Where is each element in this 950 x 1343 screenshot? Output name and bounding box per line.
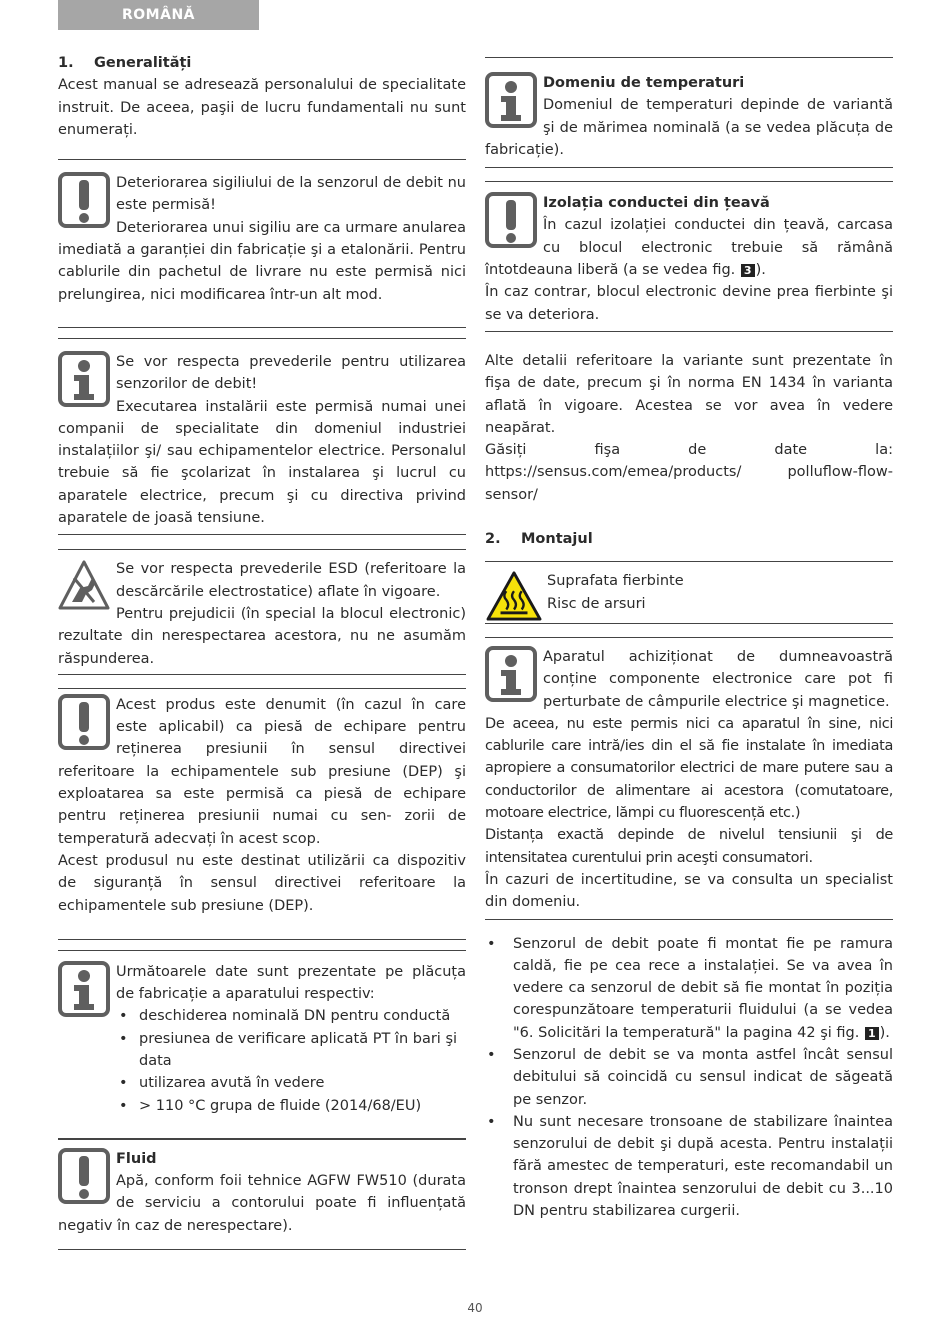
notice-emc-line4: În cazuri de incertitudine, se va consulta un specialist din domeniu. — [485, 871, 893, 911]
section-1-text: Acest manual se adresează personalului de specialitate instruit. De aceea, paşii de lucru fundamentali nu sunt enumerați. — [58, 77, 466, 138]
datasheet-link[interactable]: Găsiți fişa de date la: https://sensus.com/emea/products/ polluflow-flow-sensor/ — [485, 442, 893, 503]
notice-insulation — [485, 181, 893, 332]
language-tab: ROMÂNĂ — [58, 0, 259, 30]
notice-emc-line2: De aceea, nu este permis nici ca aparatul în sine, nici cablurile care intră/ies din el să fie instalate în imediata apropiere a consumatorilor electrici de mare putere sau a conductorilor de alimentare ai acestora (comutatoare, motoare electrice, lămpi cu fluorescență etc.) — [485, 715, 893, 822]
notice-pressure — [58, 688, 466, 940]
list-item: • presiunea de verificare aplicată PT în bari şi data — [117, 1028, 466, 1073]
section-1-heading — [58, 52, 466, 74]
list-item: • Senzorul de debit se va monta astfel încât sensul debitului să coincidă cu sensul indicat de săgeată pe senzor. — [485, 1044, 893, 1111]
notice-seal-line2: Deteriorarea unui sigiliu are ca urmare anularea imediată a garanției din fabricație şi a etalonării. Pentru cablurile din pachetul de livrare nu este permisă nici prelungirea, nici modificarea într-un alt mod. — [58, 219, 466, 303]
notice-hot-surface — [485, 561, 893, 624]
section-2-heading — [485, 528, 893, 550]
hot-surface-line1: Suprafata fierbinte — [547, 573, 684, 590]
notice-seal — [58, 159, 466, 328]
notice-usage-line2: Executarea instalării este permisă numai unei companii de specialitate din domeniul industriei instalațiilor şi/ sau echipamentelor electrice. Personalul trebuie să fie şcolarizat în instalarea şi lucrul cu aparatele electrice, precum şi cu directiva privind aparatele de joasă tensiune. — [58, 398, 466, 527]
list-item: • deschiderea nominală DN pentru conductă — [117, 1005, 466, 1027]
notice-fluid-text: Apă, conform foii tehnice AGFW FW510 (durata de serviciu a contorului poate fi influențată negativ în caz de nerespectare). — [58, 1173, 466, 1234]
left-column — [58, 52, 466, 1250]
section-2-title: Montajul — [521, 531, 593, 548]
notice-insulation-text: În cazul izolației conductei din țeavă, carcasa cu blocul electronic trebuie să rămână întotdeauna liberă (a se vedea fig. 3 ). — [485, 217, 893, 279]
info-icon — [58, 351, 110, 407]
notice-emc-line1: Aparatul achiziționat de dumneavoastră conține componente electronice care pot fi perturbate de câmpurile electrice şi magnetice. — [543, 648, 893, 710]
notice-esd-line1: Se vor respecta prevederile ESD (referitoare la descărcările electrostatice) aflate în vigoare. — [116, 561, 466, 600]
info-icon — [485, 646, 537, 702]
warning-icon — [58, 694, 110, 750]
hot-surface-line2: Risc de arsuri — [547, 595, 646, 612]
notice-esd-line2: Pentru prejudicii (în special la blocul electronic) rezultate din nerespectarea acestora, nu ne asumăm răspunderea. — [58, 605, 466, 667]
notice-usage-line1: Se vor respecta prevederile pentru utilizarea senzorilor de debit! — [116, 353, 466, 393]
details-paragraph: Alte detalii referitoare la variante sunt prezentate în fişa de date, precum şi în norma EN 1434 în varianta aflată în vigoare. Acestea se vor avea în vedere neapărat. — [485, 352, 893, 436]
warning-icon — [485, 192, 537, 248]
warning-icon — [58, 172, 110, 228]
hot-surface-icon — [485, 570, 543, 622]
notice-nameplate — [58, 950, 466, 1139]
right-column — [485, 52, 893, 1222]
notice-seal-line1: Deteriorarea sigiliului de la senzorul de debit nu este permisă! — [116, 175, 466, 214]
list-item: • Nu sunt necesare tronsoane de stabilizare înaintea senzorului de debit şi după acesta. Pentru instalații fără amestec de temperaturi, este recomandabil un tronson drept înaintea senzorului de debit cu 3...10 DN pentru stabilizarea curgerii. — [485, 1111, 893, 1222]
figure-ref-badge: 1 — [865, 1027, 879, 1040]
notice-temperature-text: Domeniul de temperaturi depinde de variantă şi de mărimea nominală (a se vedea plăcuța de fabricație). — [485, 97, 893, 158]
notice-temperature-title: Domeniu de temperaturi — [543, 75, 745, 91]
notice-emc — [485, 637, 893, 920]
notice-insulation-text2: În caz contrar, blocul electronic devine prea fierbinte şi se va deteriora. — [485, 284, 893, 323]
mounting-bullets — [485, 933, 893, 1223]
notice-pressure-line1: Acest produs este denumit (în cazul în care este aplicabil) ca piesă de echipare pentru reținerea presiunii în sensul directivei referitoare la echipamentele sub presiune (DEP) şi exploatarea sa este permisă ca piesă de echipare pentru reținerea presiunii numai cu sen- zorii de temperatură adecvați în acest scop. — [58, 696, 466, 847]
info-icon — [485, 72, 537, 128]
section-2-number: 2. — [485, 531, 501, 548]
page-number: 40 — [467, 1301, 483, 1315]
warning-icon — [58, 1148, 110, 1204]
notice-temperature — [485, 57, 893, 168]
esd-icon — [58, 558, 110, 614]
section-1-title: Generalități — [94, 55, 192, 71]
figure-ref-badge: 3 — [741, 264, 755, 277]
info-icon — [58, 961, 110, 1017]
notice-fluid-title: Fluid — [116, 1150, 157, 1167]
nameplate-list — [117, 1005, 466, 1116]
list-item: • > 110 °C grupa de fluide (2014/68/EU) — [117, 1095, 466, 1117]
notice-pressure-line2: Acest produsul nu este destinat utilizării ca dispozitiv de siguranță în sensul directivei referitoare la echipamentele sub presiune (DEP). — [58, 852, 466, 914]
list-item: • utilizarea avută în vedere — [117, 1072, 466, 1094]
notice-nameplate-line1: Următoarele date sunt prezentate pe plăcuța de fabricație a aparatului respectiv: — [116, 963, 466, 1003]
list-item: • Senzorul de debit poate fi montat fie pe ramura caldă, fie pe cea rece a instalației. Se va avea în vedere ca senzorul de debit să fie montat în poziția corespunzătoare temperaturii fluidului (a se vedea "6. Solicitări la temperatură" la pagina 42 şi fig. 1 ). — [485, 933, 893, 1044]
notice-insulation-title: Izolația conductei din țeavă — [543, 195, 770, 212]
notice-fluid — [58, 1139, 466, 1250]
notice-esd — [58, 549, 466, 674]
notice-emc-line3: Distanța exactă depinde de nivelul tensiunii şi de intensitatea curentului prin aceşti consumatori. — [485, 827, 893, 866]
notice-usage — [58, 338, 466, 535]
section-1-number: 1. — [58, 55, 74, 71]
